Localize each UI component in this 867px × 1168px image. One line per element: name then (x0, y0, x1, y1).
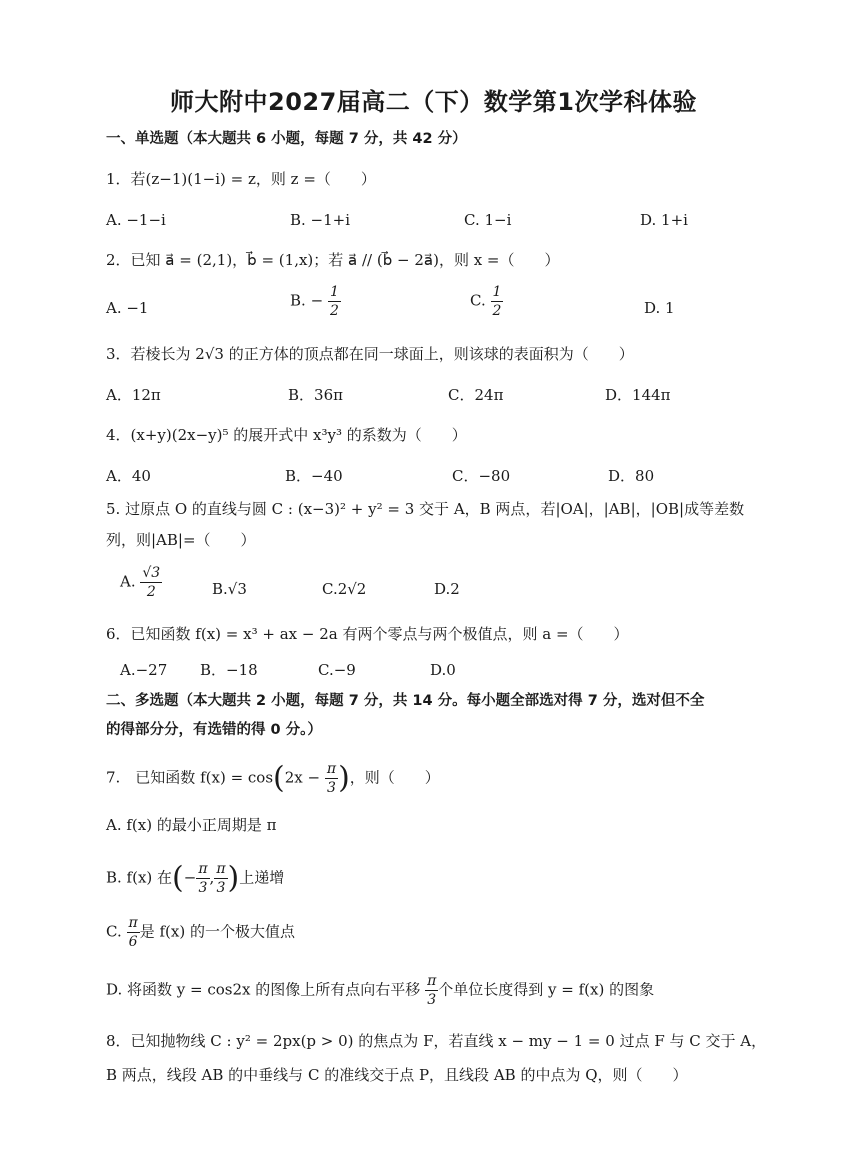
fraction-numerator: π (326, 761, 337, 777)
question-5-stem-line-1: 5. 过原点 O 的直线与圆 C : (x−3)² + y² = 3 交于 A，B 两点，若|OA|，|AB|，|OB|成等差数 (106, 500, 745, 518)
fraction-denominator: 2 (329, 303, 339, 319)
fraction-denominator: 6 (128, 934, 138, 950)
question-2-option-b-label: B. (290, 291, 306, 310)
section-heading-single-choice: 一、单选题（本大题共 6 小题，每题 7 分，共 42 分） (106, 131, 467, 147)
question-7-option-b: B. f(x) 在(− $\frac{\pi}{3}$ , $\frac{\pi}{3}$ )上递增 (106, 860, 285, 896)
question-3-option-c: C．24π (448, 386, 504, 404)
question-5-option-a-label: A. (120, 572, 136, 591)
question-6-stem: 6．已知函数 f(x) = x³ + ax − 2a 有两个零点与两个极值点，则 a =（ ） (106, 625, 629, 643)
fraction-numerator: π (427, 973, 437, 989)
question-3-option-a: A．12π (106, 386, 161, 404)
question-7-option-d-suffix: 个单位长度得到 y = f(x) 的图象 (438, 980, 655, 999)
question-6-option-a: A.−27 (120, 661, 168, 679)
question-8-stem-line-2: B 两点，线段 AB 的中垂线与 C 的准线交于点 P，且线段 AB 的中点为 Q，则（ ） (106, 1066, 688, 1084)
fraction-numerator: 1 (329, 284, 339, 300)
question-7-fraction (325, 762, 338, 795)
question-2-option-c-label: C. (470, 291, 486, 310)
question-2-option-b-sign: − (310, 291, 324, 310)
question-7-stem-prefix: 7. 已知函数 f(x) = cos (106, 768, 274, 787)
question-7-option-d-fraction (425, 974, 438, 1007)
fraction-numerator: √3 (142, 565, 161, 581)
question-7-option-c-fraction (127, 916, 140, 949)
question-7-option-d (106, 974, 654, 1007)
question-5-option-d: D.2 (434, 580, 460, 598)
right-paren: ) (338, 760, 350, 796)
question-2-option-c (470, 285, 503, 318)
minus-sign: − (183, 868, 197, 887)
question-7-option-d-label: D. 将函数 y = cos2x 的图像上所有点向右平移 (106, 980, 421, 999)
interval-right-fraction (214, 862, 227, 895)
question-1-stem: 1．若(z−1)(1−i) = z，则 z =（ ） (106, 170, 376, 188)
left-paren: ( (273, 760, 285, 796)
question-7-option-c-label: C. (106, 922, 122, 941)
question-2-stem: 2．已知 a⃗ = (2,1)，b⃗ = (1,x)；若 a⃗ // (b⃗ − 2a⃗)，则 x =（ ） (106, 251, 560, 269)
question-2-option-a: A. −1 (106, 299, 149, 317)
question-2-option-c-fraction (491, 285, 504, 318)
fraction-denominator: 3 (198, 880, 208, 896)
fraction-denominator: 3 (216, 880, 226, 896)
question-6-option-b: B．−18 (200, 661, 258, 679)
question-4-stem: 4．(x+y)(2x−y)⁵ 的展开式中 x³y³ 的系数为（ ） (106, 426, 467, 444)
question-7-option-c-suffix: 是 f(x) 的一个极大值点 (139, 922, 295, 941)
fraction-denominator: 3 (427, 992, 437, 1008)
question-7-option-b-label: B. f(x) 在 (106, 868, 173, 887)
page-title: 师大附中2027届高二（下）数学第1次学科体验 (170, 88, 697, 116)
question-5-option-c: C.2√2 (322, 580, 367, 598)
question-5-option-a-fraction (140, 566, 162, 599)
question-7-stem-inner: 2x − (284, 768, 321, 787)
fraction-denominator: 2 (492, 303, 502, 319)
question-7-option-a: A. f(x) 的最小正周期是 π (106, 816, 277, 834)
section-heading-multi-choice-line-1: 二、多选题（本大题共 2 小题，每题 7 分，共 14 分。每小题全部选对得 7 分，选对但不全 (106, 693, 705, 709)
interval-left-fraction (196, 862, 209, 895)
fraction-numerator: π (216, 861, 226, 877)
question-1-option-c: C. 1−i (464, 211, 512, 229)
question-7-option-c (106, 916, 295, 949)
question-5-option-a (120, 566, 162, 599)
question-7-stem-suffix: ，则（ ） (349, 768, 440, 787)
fraction-numerator: π (198, 861, 208, 877)
right-paren: ) (227, 860, 240, 896)
question-1-option-d: D. 1+i (640, 211, 688, 229)
question-4-option-b: B．−40 (285, 467, 343, 485)
question-2-option-b-fraction (328, 285, 341, 318)
question-3-option-b: B．36π (288, 386, 343, 404)
left-paren: ( (172, 860, 184, 896)
question-4-option-a: A．40 (106, 467, 151, 485)
question-6-option-d: D.0 (430, 661, 456, 679)
question-8-stem-line-1: 8．已知抛物线 C : y² = 2px(p > 0) 的焦点为 F，若直线 x − my − 1 = 0 过点 F 与 C 交于 A， (106, 1032, 767, 1050)
question-3-stem: 3．若棱长为 2√3 的正方体的顶点都在同一球面上，则该球的表面积为（ ） (106, 345, 634, 363)
question-4-option-c: C．−80 (452, 467, 511, 485)
question-6-option-c: C.−9 (318, 661, 356, 679)
question-5-stem-line-2: 列，则|AB|=（ ） (106, 531, 256, 549)
question-7-stem (106, 762, 440, 795)
fraction-denominator: 2 (146, 584, 156, 600)
question-1-option-a: A. −1−i (106, 211, 166, 229)
fraction-numerator: π (128, 915, 138, 931)
question-1-option-b: B. −1+i (290, 211, 351, 229)
question-3-option-d: D．144π (605, 386, 671, 404)
fraction-numerator: 1 (492, 284, 502, 300)
fraction-denominator: 3 (327, 780, 336, 796)
question-7-option-b-suffix: 上递增 (239, 868, 285, 887)
section-heading-multi-choice-line-2: 的得部分分，有选错的得 0 分。） (106, 722, 322, 738)
question-2-option-b (290, 285, 341, 318)
question-2-option-d: D. 1 (644, 299, 675, 317)
question-5-option-b: B.√3 (212, 580, 247, 598)
question-4-option-d: D．80 (608, 467, 655, 485)
